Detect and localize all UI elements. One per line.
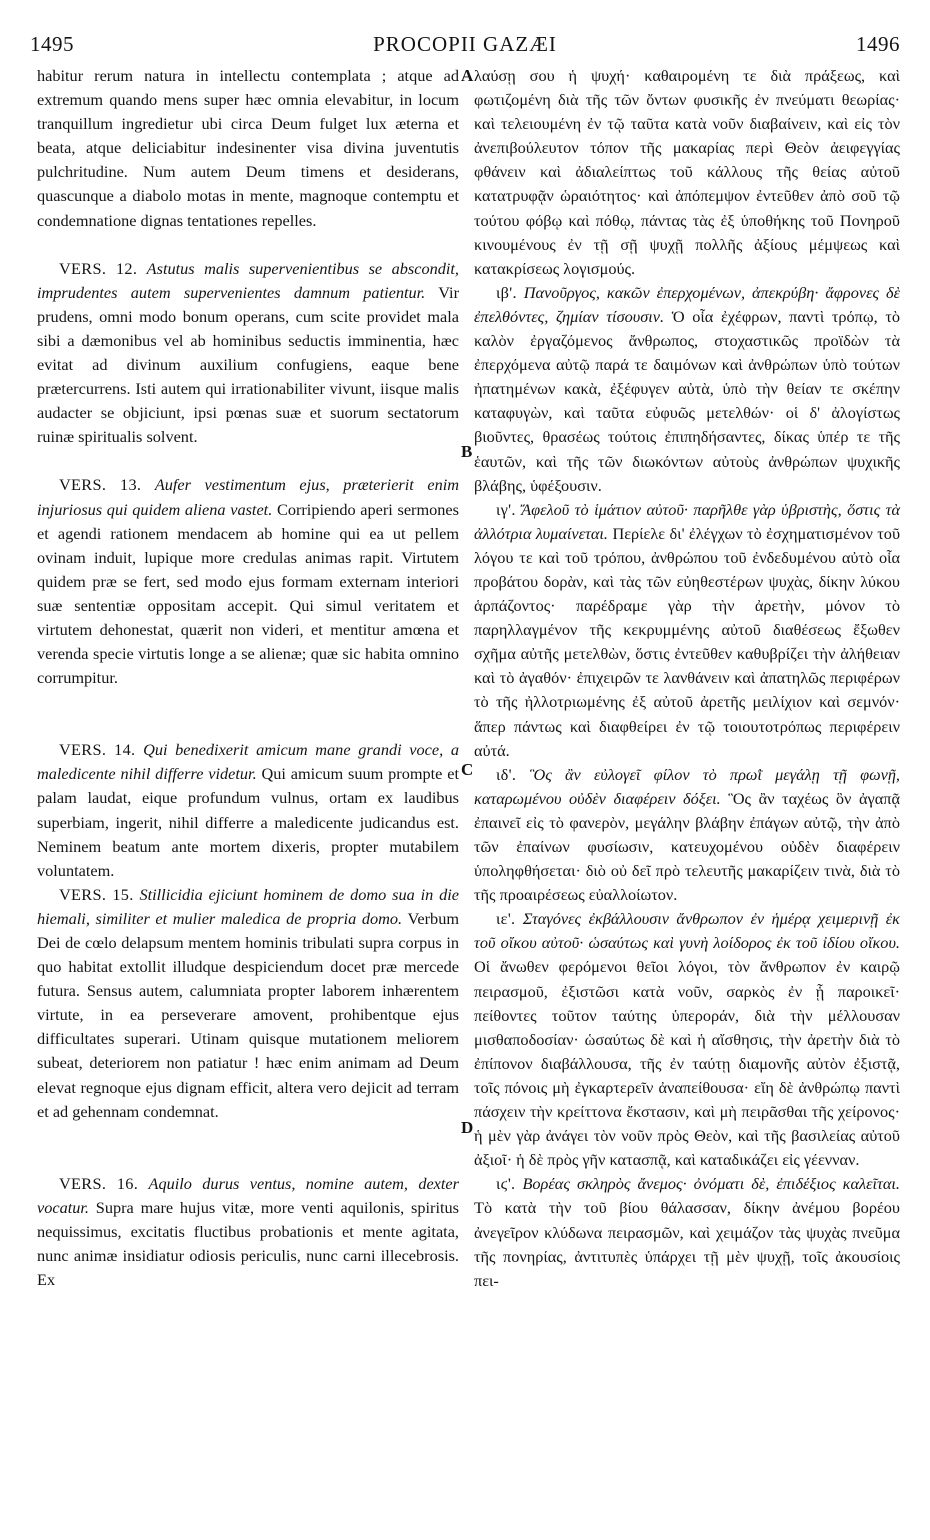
verse-commentary: Vir prudens, omni modo bonum operans, cum scite providet mala sibi a dæmonibus vel ab hominibus seductis imminentia, hæc evitat ad divinum auxilium confugiens, eaque bene prætercurrens. Isti autem qui irrationabiliter vivunt, iisque malis audacter se objiciunt, ipsi pœnas suæ et suorum sectatorum ruinæ spiritualis solvent. bbox=[37, 282, 459, 447]
verse-commentary: Ὃς ἂν ταχέως ὃν ἀγαπᾷ ἐπαινεῖ εἰς τὸ φανερὸν, μεγάλην βλάβην ἐπάγων αὐτῷ, τὴν ἀπὸ τῶν ἐπαίνων φυσίωσιν, κατευχομένου οὐδὲν διαφέρειν ὑποληφθήσεται· διὸ οὐ δεῖ πρὸ τελευτῆς μακαρίζειν τινὰ, διὰ τὸ τῆς προαιρέσεως εὐαλλοίωτον. bbox=[474, 788, 900, 905]
greek-verse-13 bbox=[474, 498, 900, 763]
margin-letter-d: D bbox=[461, 1118, 474, 1137]
margin-letter-b: B bbox=[461, 442, 473, 461]
greek-paragraph-intro: λαύσῃ σου ἡ ψυχή· καθαιρομένη τε διὰ πράξεως, καὶ φωτιζομένη διὰ τῆς τῶν ὄντων φυσικῆς ἐν πνεύματι θεωρίας· καὶ τελειουμένη ἐν τῷ ταῦτα κατὰ νοῦν διαβαίνειν, καὶ εἰς τὸν ἀνεπιβούλευτον τόπον τῆς μακαρίας περὶ Θεὸν ἀειφεγγίας φθάνειν καὶ ἀδιαλείπτως τοῦ κάλλους τῆς θείας αὐτοῦ κατατρυφᾷν ὡραιότητος· καὶ ἀπόπεμψον ἐντεῦθεν ἀπὸ σοῦ τῷ τούτου φόβῳ καὶ πόθῳ, πάντας τὰς ἐξ ὑποθήκης τοῦ Πονηροῦ κινουμένους ἐν τῇ σῇ ψυχῇ πολλῆς ἀξίους μέμψεως καὶ κατακρίσεως λογισμούς. bbox=[474, 66, 900, 278]
greek-verse-12 bbox=[474, 281, 900, 498]
verse-quote: Βορέας σκληρὸς ἄνεμος· ὀνόματι δὲ, ἐπιδέξιος καλεῖται. bbox=[522, 1174, 901, 1194]
margin-letter-a: A bbox=[461, 66, 474, 85]
latin-verse-16 bbox=[37, 1172, 459, 1292]
verse-label: ιβ'. bbox=[496, 282, 517, 302]
latin-verse-12 bbox=[37, 257, 459, 450]
verse-quote: Aufer vestimentum ejus, præterierit enim injuriosus qui quidem aliena vastet. bbox=[37, 475, 459, 519]
verse-label: VERS. 14. bbox=[59, 740, 136, 760]
verse-commentary: Ὁ οἷα ἐχέφρων, παντὶ τρόπῳ, τὸ καλὸν ἐργαζόμενος ἄνθρωπος, στοχαστικῶς προϊδὼν τὰ ἐπερχόμενα αὐτῷ παρά τε δαιμόνων καὶ ἀνθρώπων ὑπὸ τούτων ἠπατημένων κακὰ, ἐξέφυγεν αὐτὰ, ὑπὸ τὴν θείαν τε σκέπην καταφυγὼν, καὶ ταῦτα εὐφυῶς μετελθών· οἱ δ' ἀλογίστως βιοῦντες, θρασέως τούτοις ἐπιπηδήσαντες, δίκας ὑπέρ τε τῆς ἑαυτῶν, καὶ τῆς τῶν διωκόντων αὐτοὺς ἀνθρώπων ψυχικῆς βλάβης, ὑφέξουσιν. bbox=[474, 306, 900, 495]
verse-label: ιε'. bbox=[496, 909, 516, 929]
latin-verse-15 bbox=[37, 883, 459, 1124]
margin-letter-c: C bbox=[461, 760, 474, 779]
verse-label: ιϛ'. bbox=[496, 1174, 516, 1194]
verse-quote: Stillicidia ejiciunt hominem de domo sua in die hiemali, similiter et mulier maledica de propria domo. bbox=[37, 884, 460, 928]
verse-commentary: Supra mare hujus vitæ, more venti aquilonis, spiritus nequissimus, excitatis fluctibus probationis et mente agitata, nunc animæ insidiatur odiosis periculis, nunc carni illecebrosis. Ex bbox=[37, 1197, 459, 1290]
page-number-left: 1495 bbox=[30, 32, 74, 56]
verse-label: ιδ'. bbox=[496, 764, 517, 784]
verse-quote: Aquilo durus ventus, nomine autem, dexter vocatur. bbox=[37, 1173, 459, 1217]
verse-commentary: Verbum Dei de cœlo delapsum mentem hominis tribulati supra corpus in quo habitat extollit illudque despiciendum docet præ mercede futura. Sensus autem, calumniata propter laborem inhærentem virtute, in ea perseverare amovent, prohibentque ejus difficultates superari. Utinam quisque mutationem meliorem subeat, deteriorem non patiatur ! hæc enim animam ad Deum elevat regnoque ejus dignam efficit, altera vero dejicit ad terram et ad gehennam condemnat. bbox=[37, 908, 459, 1121]
verse-quote: Πανοῦργος, κακῶν ἐπερχομένων, ἀπεκρύβη· ἄφρονες δὲ ἐπελθόντες, ζημίαν τίσουσιν. bbox=[474, 282, 900, 326]
greek-column bbox=[474, 64, 900, 1293]
verse-label: ιγ'. bbox=[496, 499, 516, 519]
verse-label: VERS. 13. bbox=[59, 475, 142, 495]
verse-commentary: Τὸ κατὰ τὴν τοῦ βίου θάλασσαν, δίκην ἀνέμου βορέου ἀνεγεῖρον κλύδωνα πειρασμῶν, καὶ χειμάζον τὰς ψυχὰς πνεῦμα τῆς πονηρίας, ἀντιτυπὲς ὑπάρχει τῇ μὲν ψυχῇ, τοῖς ἀκουσίοις πει- bbox=[474, 1198, 900, 1290]
page-number-right: 1496 bbox=[856, 32, 900, 56]
greek-verse-15 bbox=[474, 907, 900, 1172]
latin-column bbox=[37, 64, 459, 1292]
latin-verse-14 bbox=[37, 738, 459, 883]
latin-verse-13 bbox=[37, 473, 459, 690]
greek-verse-14 bbox=[474, 763, 900, 908]
verse-commentary: Περίελε δι' ἐλέγχων τὸ ἐσχηματισμένον τοῦ λόγου τε καὶ τοῦ τρόπου, ἀνθρώπου τοῦ ἐνδεδυμένου αὐτὸ οἷα προβάτου δορὰν, καὶ τὰς τῶν εὐηθεστέρων ψυχὰς, δίκην λύκου ἁρπάζοντος· παρέδραμε γὰρ τὴν ἀρετὴν, μόνον τὸ παρηλλαγμένον τῆς κεκρυμμένης αὐτοῦ διαθέσεως ἔξωθεν σχῆμα αὐτῆς μετελθὼν, ὅστις ἐντεῦθεν καθυβρίζει τὴν ἀλήθειαν καὶ τὸ ἀγαθόν· ἐπιχειρῶν τε λανθάνειν καὶ ἀπατηλῶς περιφέρων τὸ τῆς ἠλλοτριωμένης ἐξ αὐτοῦ ἀρετῆς μειλίχιον καὶ σεμνόν· ἅπερ πάντως καὶ διαφθείρει ἐν τῷ τοιουτοτρόπως περιφέρειν αὐτά. bbox=[474, 523, 901, 760]
verse-label: VERS. 12. bbox=[59, 258, 138, 278]
verse-label: VERS. 16. bbox=[59, 1173, 139, 1193]
greek-verse-16 bbox=[474, 1172, 900, 1292]
verse-quote: Ὃς ἂν εὐλογεῖ φίλον τὸ πρωῒ μεγάλῃ τῇ φωνῇ, καταρωμένου οὐδὲν διαφέρειν δόξει. bbox=[474, 764, 900, 808]
verse-label: VERS. 15. bbox=[59, 884, 134, 904]
running-title: PROCOPII GAZÆI bbox=[373, 32, 557, 56]
verse-quote: Ἄφελοῦ τὸ ἱμάτιον αὐτοῦ· παρῆλθε γὰρ ὑβριστὴς, ὅστις τὰ ἀλλότρια λυμαίνεται. bbox=[474, 499, 900, 543]
verse-quote: Astutus malis supervenientibus se abscondit, imprudentes autem supervenientes damnum patientur. bbox=[37, 258, 460, 302]
verse-commentary: Corripiendo aperi sermones et agendi rationem mendacem ab homine qui ea ut pellem ovinam induit, lupique more credulas animas rapit. Virtutem quidem præ se fert, sed modo ejus formam externam interiori suæ sententiæ oppositam accepit. Qui simul veritatem et virtutem dehonestat, quærit non videri, et mentitur amœna et verenda specie virtutis longe a se alienæ; quæ sic habita omnino corrumpitur. bbox=[37, 499, 459, 688]
verse-quote: Qui benedixerit amicum mane grandi voce, a maledicente nihil differre videtur. bbox=[37, 740, 459, 784]
verse-quote: Σταγόνες ἐκβάλλουσιν ἄνθρωπον ἐν ἡμέρᾳ χειμερινῇ ἐκ τοῦ οἴκου αὐτοῦ· ὡσαύτως καὶ γυνὴ λοίδορος ἐκ τοῦ ἰδίου οἴκου. bbox=[474, 909, 900, 953]
verse-commentary: Οἱ ἄνωθεν φερόμενοι θεῖοι λόγοι, τὸν ἄνθρωπον ἐν καιρῷ πειρασμοῦ, ἐξιστῶσι κατὰ νοῦν, σαρκὸς ἐν ᾗ παροικεῖ· πείθοντες τοῦτον ταύτης ὑπεροράν, διὰ τὴν μέλλουσαν μισθαποδοσίαν· ὡσαύτως δὲ καὶ ἡ αἴσθησις, τὴν ἀρετὴν διὰ τὸ ἐπίπονον διαβάλλουσα, τῆς ἐν ταύτῃ διαμονῆς αὐτὸν ἐξιστᾷ, τοῖς πόνοις μὴ ἐγκαρτερεῖν ἀναπείθουσα· εἴη δὲ ἀνθρώπῳ παντὶ πάσχειν τὴν κρείττονα ἔκστασιν, καὶ μὴ πειρᾶσθαι τῆς χείρονος· ἡ μὲν γὰρ ἀνάγει τὸν νοῦν πρὸς Θεὸν, καὶ τῆς βασιλείας αὐτοῦ ἀξιοῖ· ἡ δὲ πρὸς γῆν κατασπᾷ, καὶ καταδικάζει εἰς γέενναν. bbox=[474, 957, 900, 1170]
verse-commentary: Qui amicum suum prompte et palam laudat, eique profundum vulnus, ortam ex laudibus superbiam, ingerit, nihil differre a maledicente judicandus est. Neminem beatum ante mortem dixeris, propter mutabilem voluntatem. bbox=[37, 764, 459, 880]
latin-paragraph-intro: habitur rerum natura in intellectu contemplata ; atque ad extremum quando mens super hæc omnia elevabitur, in locum tranquillum ingredietur ubi circa Deum fulget lux æterna et beata, atque deliciabitur indesinenter visa divina juventutis pulchritudine. Num autem Deum timens et desiderans, quascunque a diabolo motas in mente, magnoque contemptu et condemnatione dignas tentationes repelles. bbox=[37, 66, 459, 230]
running-header bbox=[0, 32, 930, 66]
